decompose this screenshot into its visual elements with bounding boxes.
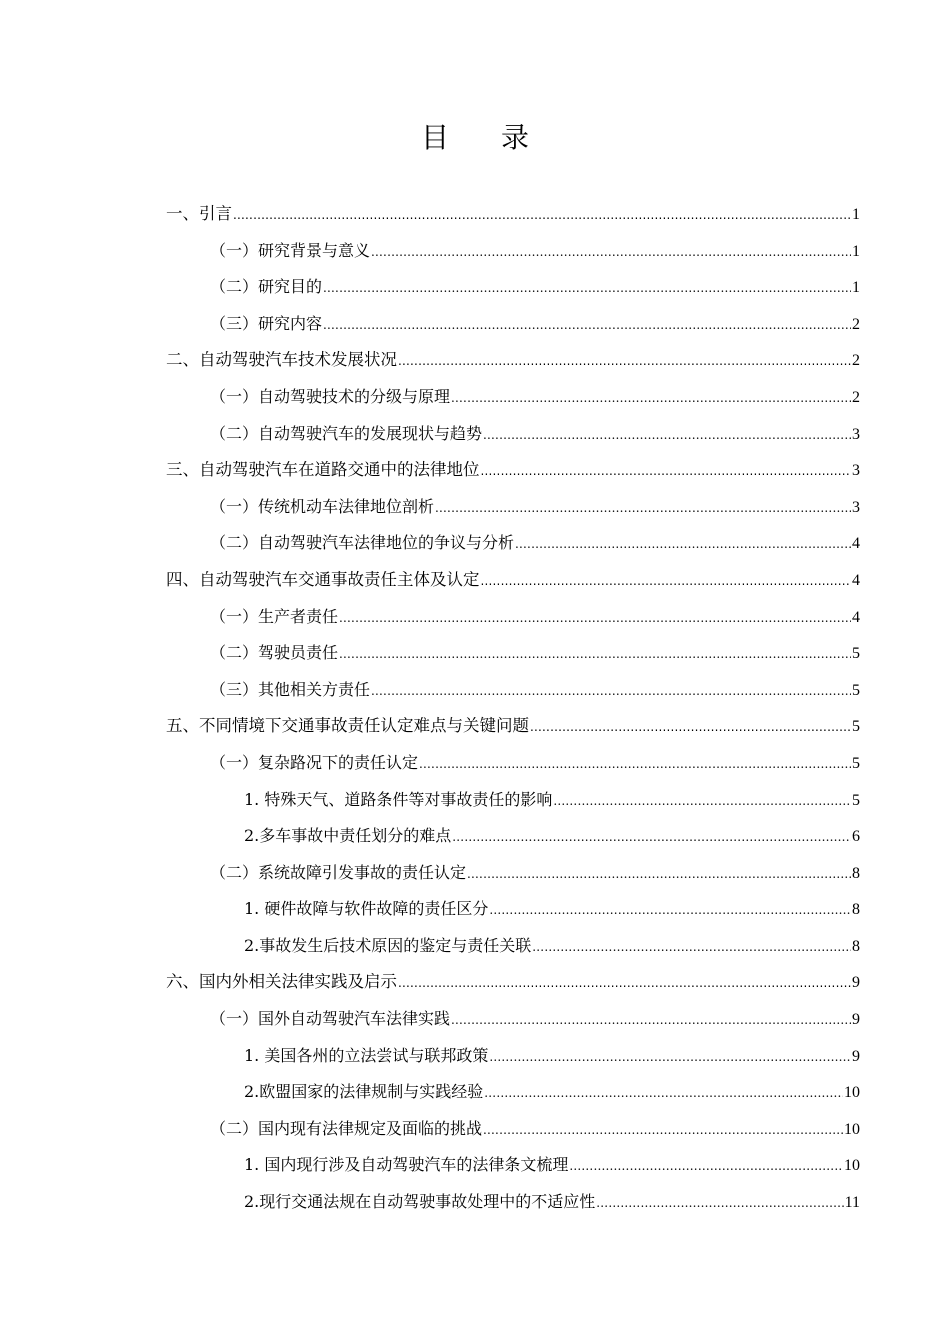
toc-entry[interactable] [166,1038,860,1075]
toc-entry-text: （二）驾驶员责任 [210,643,339,663]
toc-entry-text: 2.多车事故中责任划分的难点 [244,826,452,846]
toc-entry-text: （一）生产者责任 [210,606,339,626]
toc-dot-leader [553,783,851,820]
toc-entry-text: （二）系统故障引发事故的责任认定 [210,862,467,882]
toc-dot-leader [481,453,852,490]
toc-entry[interactable] [166,489,860,526]
toc-entry-page-number: 5 [852,718,860,736]
toc-entry-page-number: 1 [852,242,860,260]
toc-entry[interactable] [166,562,860,599]
toc-entry[interactable] [166,672,860,709]
toc-entry-page-number: 4 [852,571,860,589]
toc-entry[interactable] [166,452,860,489]
toc-entry-page-number: 9 [852,974,860,992]
toc-dot-leader [484,1075,843,1112]
toc-dot-leader [515,526,851,563]
toc-entry-page-number: 11 [844,1194,860,1212]
toc-entry[interactable] [166,306,860,343]
toc-dot-leader [339,600,851,637]
toc-entry[interactable] [166,196,860,233]
toc-entry-page-number: 8 [852,864,860,882]
toc-entry[interactable] [166,416,860,453]
toc-entry-page-number: 3 [852,498,860,516]
toc-entry-page-number: 3 [852,425,860,443]
toc-entry-text: 1. 国内现行涉及自动驾驶汽车的法律条文梳理 [244,1155,569,1175]
toc-entry-page-number: 4 [852,608,860,626]
toc-dot-leader [435,490,851,527]
toc-entry[interactable] [166,525,860,562]
toc-entry-page-number: 5 [852,754,860,772]
toc-dot-leader [483,1112,843,1149]
toc-entry-page-number: 10 [844,1120,860,1138]
toc-entry-text: 1. 硬件故障与软件故障的责任区分 [244,899,489,919]
toc-entry-text: 六、国内外相关法律实践及启示 [166,972,397,992]
toc-entry[interactable] [166,1001,860,1038]
toc-entry[interactable] [166,745,860,782]
toc-entry-text: （二）国内现有法律规定及面临的挑战 [210,1118,483,1138]
toc-entry-text: 一、引言 [166,204,232,223]
toc-entry[interactable] [166,818,860,855]
toc-entry-text: （二）自动驾驶汽车的发展现状与趋势 [210,423,483,443]
toc-entry-text: 四、自动驾驶汽车交通事故责任主体及认定 [166,569,480,589]
toc-entry[interactable] [166,964,860,1001]
toc-entry-text: 2.事故发生后技术原因的鉴定与责任关联 [244,935,532,955]
toc-dot-leader [483,417,851,454]
toc-entry[interactable] [166,782,860,819]
toc-dot-leader [532,929,851,966]
toc-entry-text: （三）其他相关方责任 [210,679,371,699]
toc-entry[interactable] [166,1147,860,1184]
toc-entry-page-number: 1 [852,206,860,223]
toc-entry-page-number: 5 [852,791,860,809]
toc-dot-leader [451,380,851,417]
toc-dot-leader [233,197,851,234]
toc-entry[interactable] [166,599,860,636]
toc-dot-leader [323,307,851,344]
toc-entry-page-number: 3 [852,462,860,480]
toc-entry-page-number: 5 [852,645,860,663]
toc-dot-leader [489,1039,851,1076]
toc-dot-leader [530,709,851,746]
toc-entry-text: 1. 美国各州的立法尝试与联邦政策 [244,1045,489,1065]
toc-entry[interactable] [166,1184,860,1221]
toc-dot-leader [451,1002,851,1039]
toc-entry[interactable] [166,379,860,416]
toc-entry-page-number: 1 [852,279,860,297]
toc-entry[interactable] [166,928,860,965]
toc-entry-text: 三、自动驾驶汽车在道路交通中的法律地位 [166,460,480,480]
toc-entry-text: （一）自动驾驶技术的分级与原理 [210,386,451,406]
toc-entry-page-number: 4 [852,535,860,553]
toc-entry-page-number: 9 [852,1011,860,1029]
toc-dot-leader [323,270,851,307]
toc-entry-page-number: 8 [852,937,860,955]
toc-entry-page-number: 9 [852,1047,860,1065]
toc-entry-page-number: 6 [852,828,860,846]
toc-entry-text: 2.现行交通法规在自动驾驶事故处理中的不适应性 [244,1192,596,1212]
toc-entry-text: （一）国外自动驾驶汽车法律实践 [210,1009,451,1029]
toc-entry[interactable] [166,269,860,306]
toc-entry-text: 1. 特殊天气、道路条件等对事故责任的影响 [244,789,553,809]
table-of-contents [166,196,860,1221]
toc-entry-text: 二、自动驾驶汽车技术发展状况 [166,350,397,370]
toc-dot-leader [398,343,851,380]
toc-entry-page-number: 10 [844,1084,860,1102]
toc-entry-page-number: 10 [844,1157,860,1175]
toc-dot-leader [481,563,852,600]
toc-dot-leader [596,1185,843,1222]
toc-dot-leader [339,636,851,673]
toc-entry-text: （一）传统机动车法律地位剖析 [210,496,435,516]
toc-entry[interactable] [166,855,860,892]
toc-dot-leader [371,234,851,271]
toc-entry-text: （二）研究目的 [210,277,323,297]
toc-entry-text: 2.欧盟国家的法律规制与实践经验 [244,1082,484,1102]
toc-entry[interactable] [166,1111,860,1148]
toc-entry-page-number: 2 [852,388,860,406]
toc-entry-text: （一）研究背景与意义 [210,240,371,260]
toc-dot-leader [467,856,851,893]
toc-entry-page-number: 8 [852,901,860,919]
toc-entry-page-number: 2 [852,315,860,333]
toc-entry-text: 五、不同情境下交通事故责任认定难点与关键问题 [166,716,529,736]
toc-dot-leader [452,819,851,856]
toc-entry-text: （二）自动驾驶汽车法律地位的争议与分析 [210,533,515,553]
toc-entry-text: （三）研究内容 [210,313,323,333]
toc-entry[interactable] [166,233,860,270]
toc-dot-leader [371,673,851,710]
toc-entry-page-number: 2 [852,352,860,370]
toc-entry[interactable] [166,891,860,928]
toc-entry[interactable] [166,635,860,672]
toc-entry-text: （一）复杂路况下的责任认定 [210,752,419,772]
toc-entry[interactable] [166,1074,860,1111]
toc-dot-leader [489,892,851,929]
toc-entry[interactable] [166,342,860,379]
toc-title: 目录 [420,121,581,154]
toc-entry[interactable] [166,708,860,745]
toc-dot-leader [419,746,851,783]
toc-dot-leader [569,1148,843,1185]
toc-entry-page-number: 5 [852,681,860,699]
toc-dot-leader [398,965,851,1002]
